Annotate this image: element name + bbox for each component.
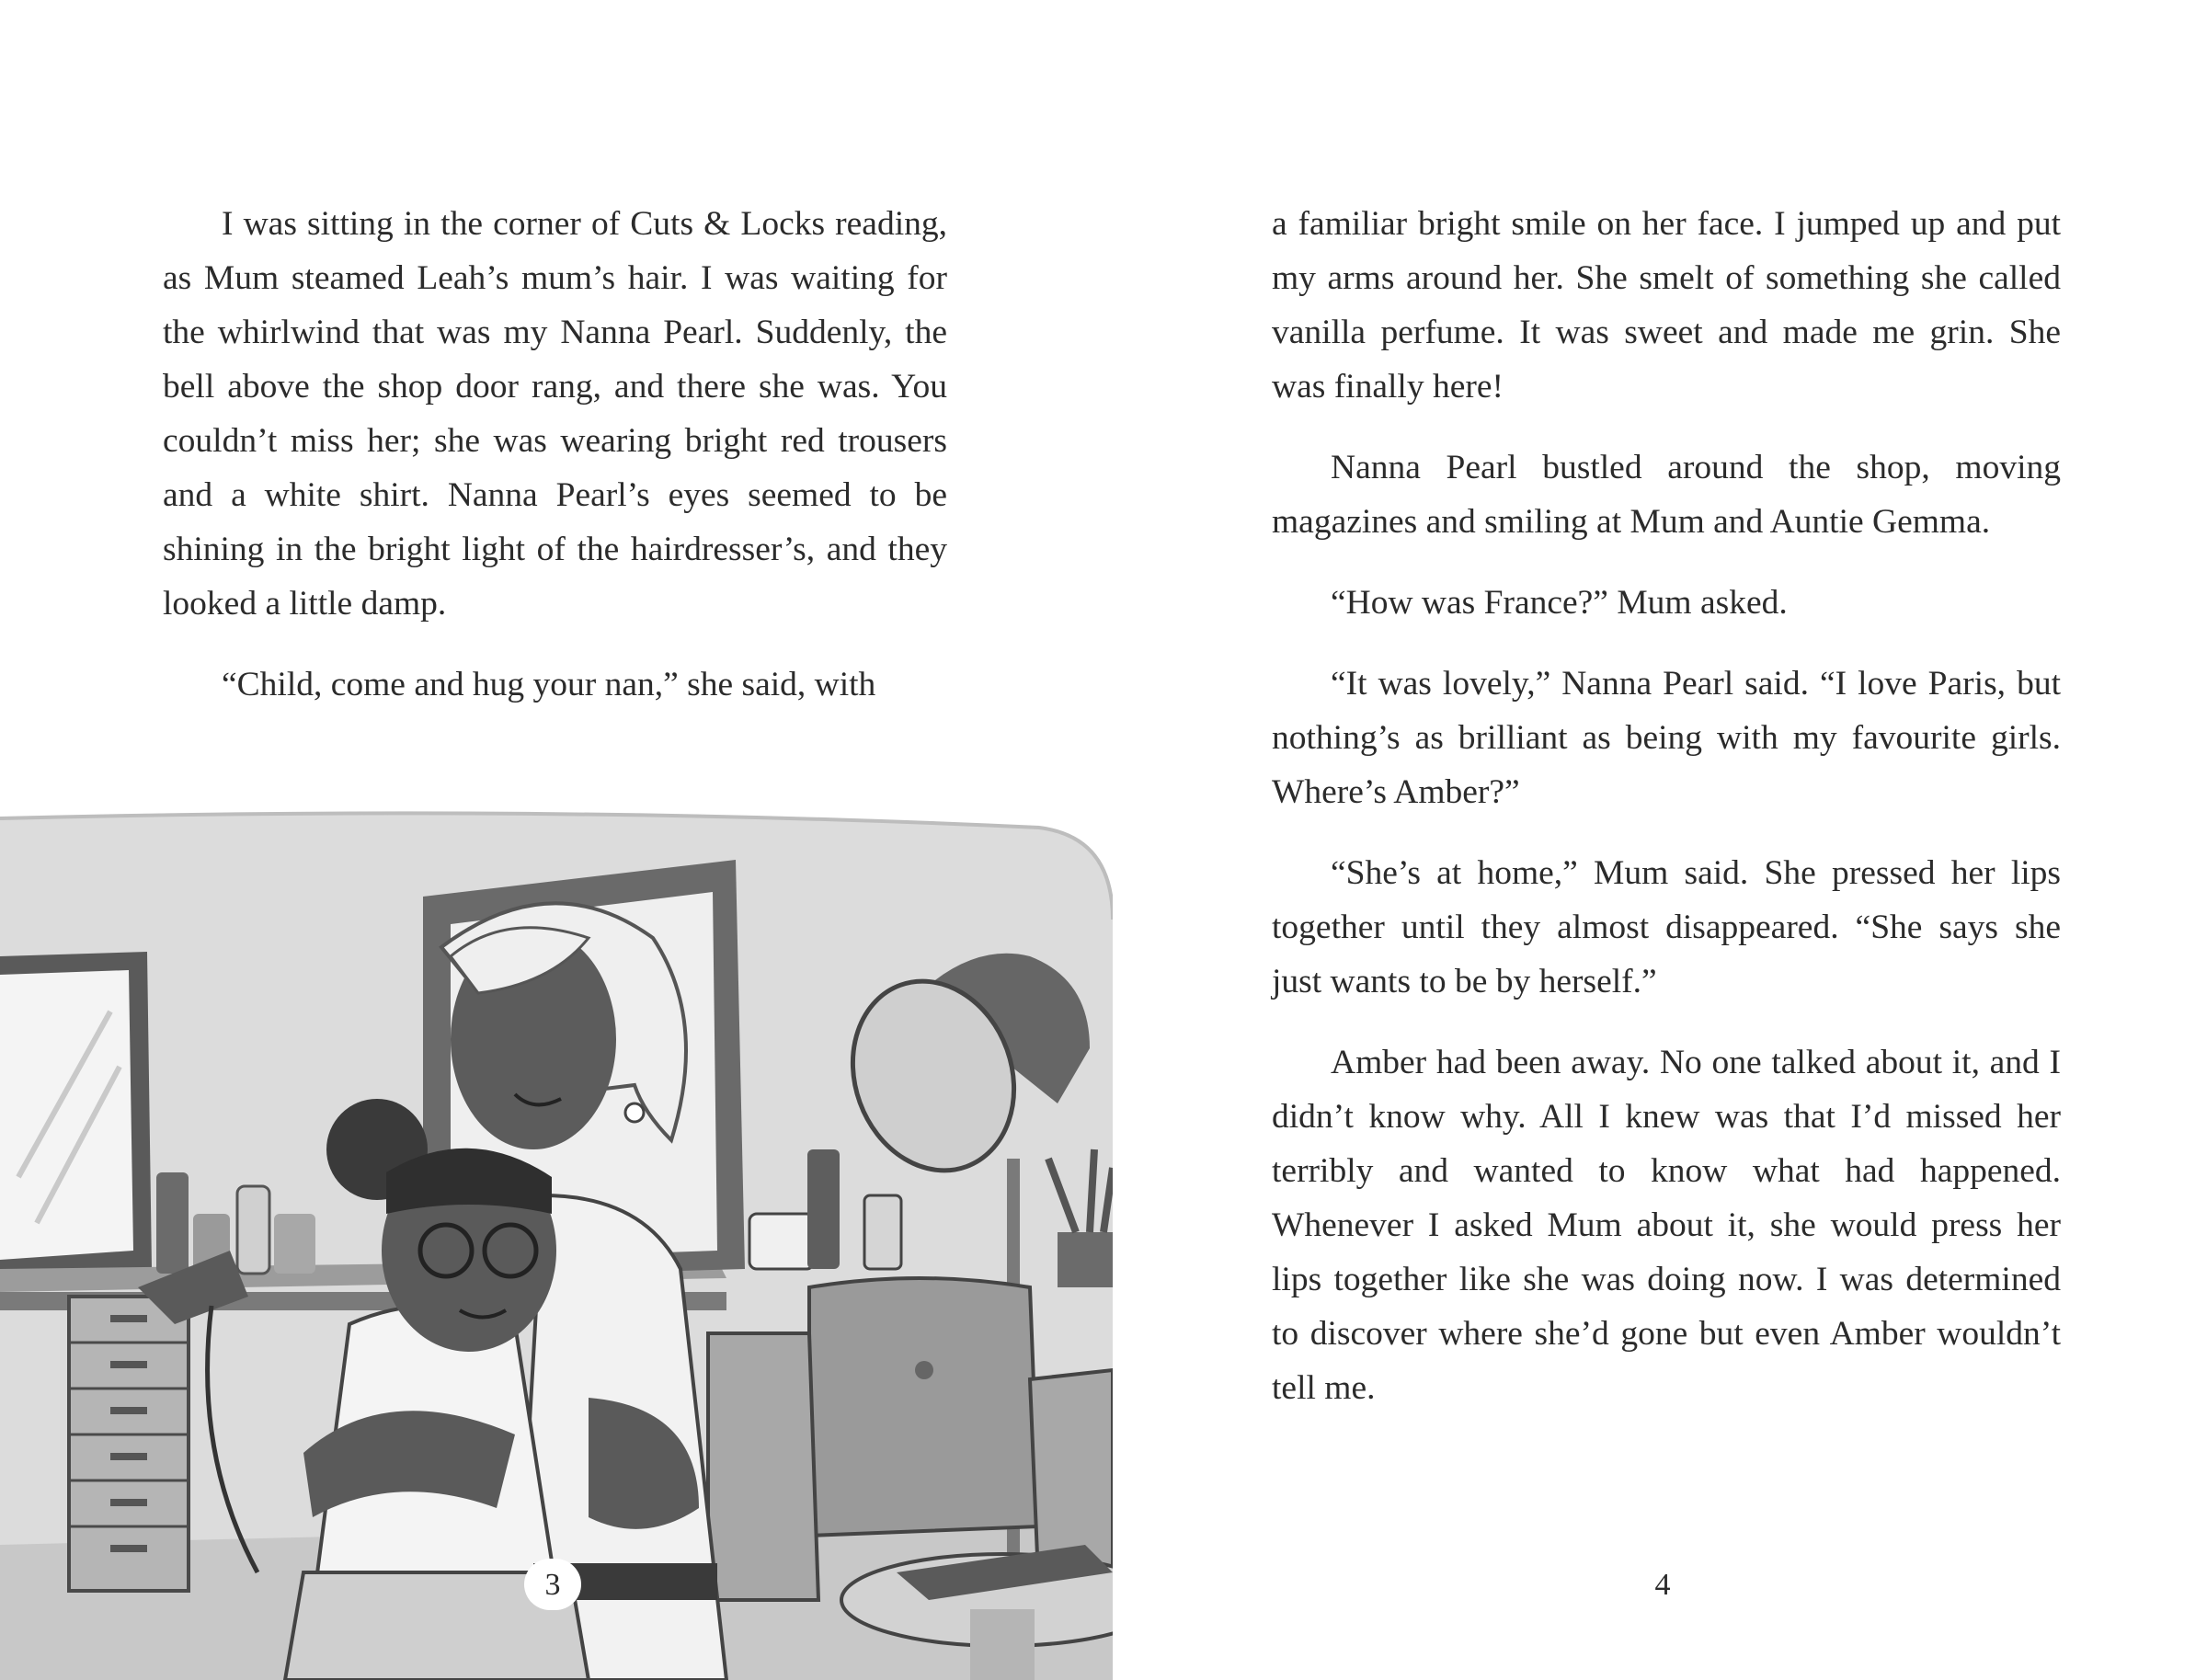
page-number-right: 4 [1654,1568,1671,1602]
paragraph: “Child, come and hug your nan,” she said, with [222,666,876,703]
paragraph: Nanna Pearl bustled around the shop, moving magazines and smiling at Mum and Auntie Gemma. [1272,449,2061,541]
paragraph: Amber had been away. No one talked about it, and I didn’t know why. All I knew was that I’d missed her terribly and wanted to know what had happened. Whenever I asked Mum about it, she would press her lips together like she was doing now. I was determined to discover where she’d gone but even Amber wouldn’t tell me. [1272,1044,2061,1407]
left-mirror [0,952,152,1278]
paragraph: I was sitting in the corner of Cuts & Locks reading, as Mum steamed Leah’s mum’s hair. I was waiting for the whirlwind that was my Nanna Pearl. Suddenly, the bell above the shop door rang, and there she was. You couldn’t miss her; she was wearing bright red trousers and a white shirt. Nanna Pearl’s eyes seemed to be shining in the bright light of the hairdresser’s, and they looked a little damp. [163,205,947,623]
drawer-unit [69,1297,189,1591]
paragraph: “How was France?” Mum asked. [1331,584,1788,622]
right-page [1104,0,2207,1680]
salon-illustration [0,809,1113,1680]
right-page-text [1272,197,2061,1442]
page-number-left: 3 [544,1568,561,1602]
left-page-text [163,197,947,738]
paragraph: “She’s at home,” Mum said. She pressed her lips together until they almost disappeared. “She says she just wants to be by herself.” [1272,854,2061,1000]
paragraph-continued: a familiar bright smile on her face. I jumped up and put my arms around her. She smelt of something she called vanilla perfume. It was sweet and made me grin. She was finally here! [1272,205,2061,406]
paragraph: “It was lovely,” Nanna Pearl said. “I love Paris, but nothing’s as brilliant as being with my favourite girls. Where’s Amber?” [1272,665,2061,811]
